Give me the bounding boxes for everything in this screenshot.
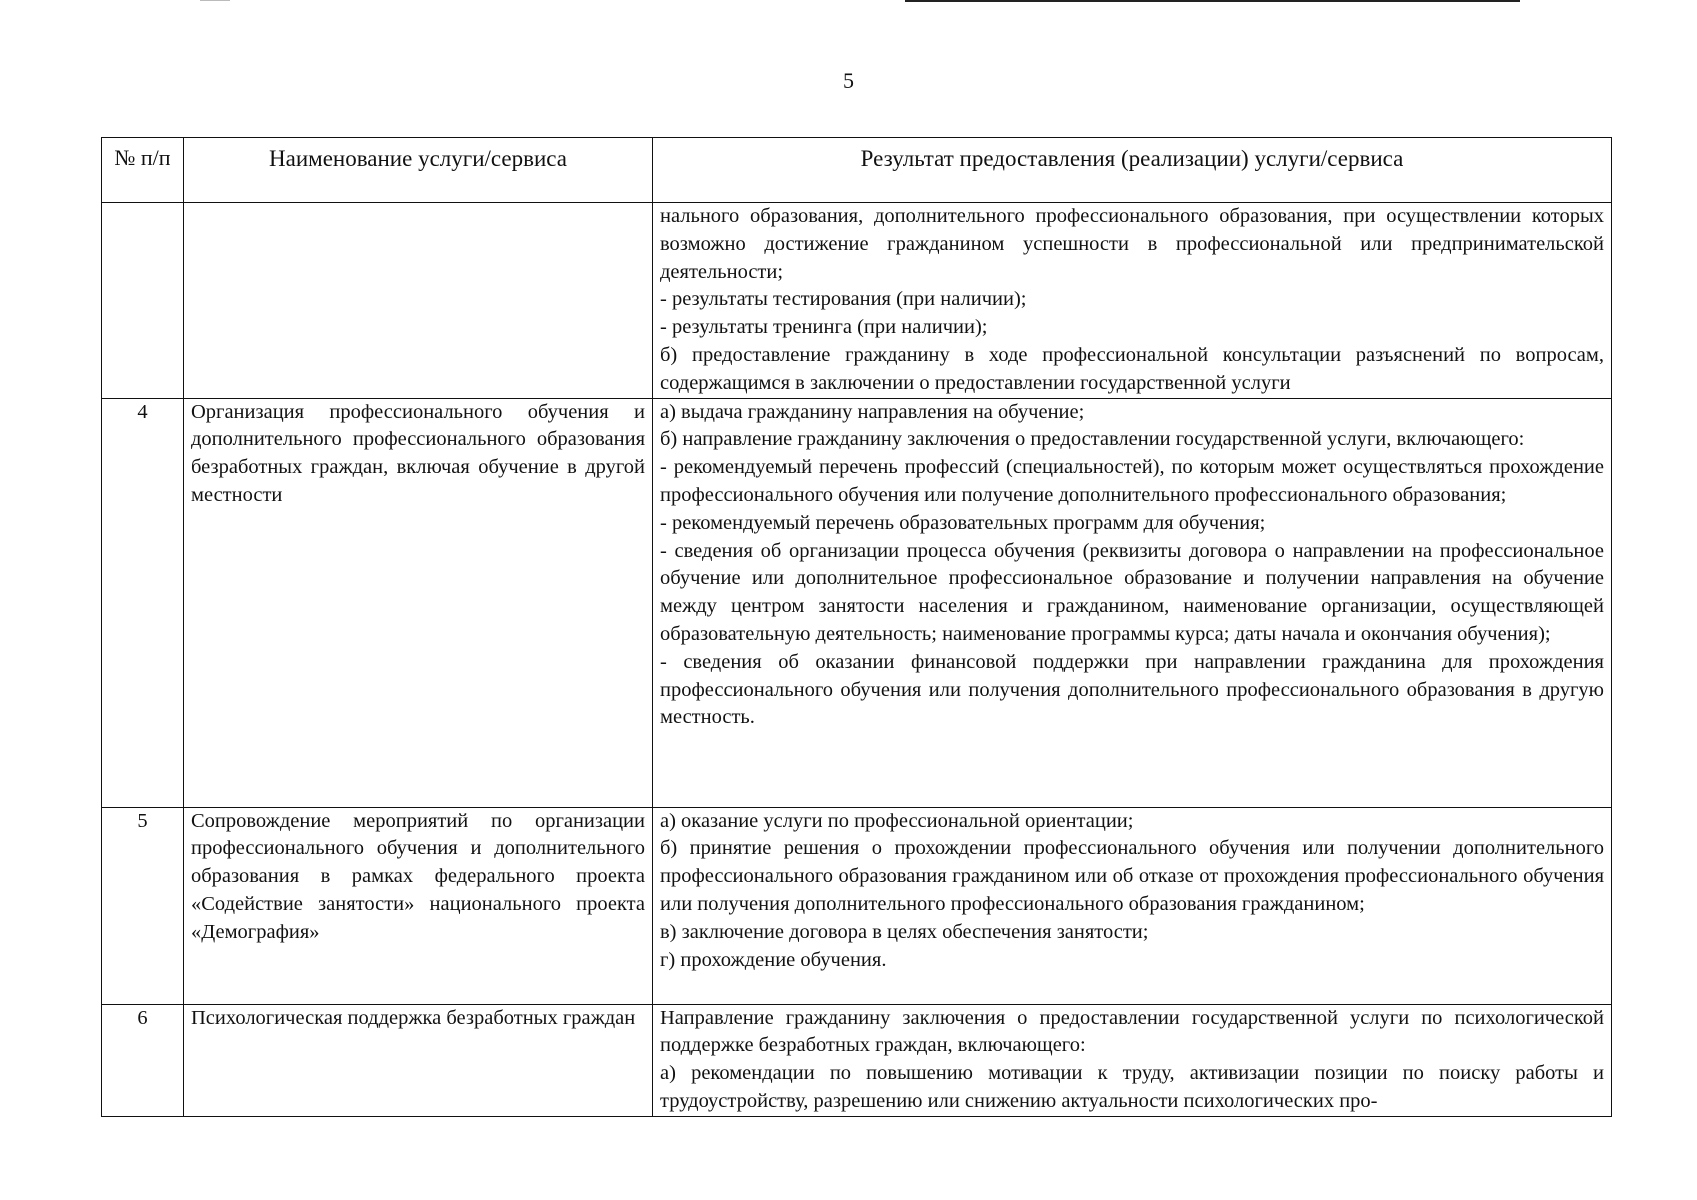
service-name: Сопровождение мероприятий по организации профессионального обучения и дополнительного образования в рамках федерального проекта «Содействие занятости» национального проекта «Демография» [184, 807, 653, 1004]
result-item: б) предоставление гражданину в ходе профессиональной консультации разъяснений по вопросам, содержащимся в заключении о предоставлении государственной услуги [660, 343, 1604, 394]
result-item: а) выдача гражданину направления на обучение; [660, 400, 1085, 423]
result-item: а) рекомендации по повышению мотивации к труду, активизации позиции по поиску работы и трудоустройству, разрешению или снижению актуальности психологических про- [660, 1062, 1604, 1112]
row-number: 5 [102, 807, 184, 1004]
result-clip [660, 1005, 1604, 1115]
service-result [653, 398, 1612, 807]
result-item: - результаты тестирования (при наличии); [660, 288, 1027, 311]
service-name: Организация профессионального обучения и дополнительного профессионального образования безработных граждан, включая обучение в другой местности [184, 398, 653, 807]
table-row [102, 398, 1612, 807]
row-number: 6 [102, 1004, 184, 1116]
result-item: б) принятие решения о прохождении профессионального обучения или получении дополнительного профессионального образования гражданином или об отказе от прохождения профессионального обучения или получения дополнительного профессионального образования гражданином; [660, 837, 1604, 915]
result-item: г) прохождение обучения. [660, 948, 887, 971]
result-item: - рекомендуемый перечень профессий (специальностей), по которым может осуществляться прохождение профессионального обучения или получение дополнительного профессионального образования; [660, 456, 1604, 506]
table-row [102, 203, 1612, 399]
result-item: - рекомендуемый перечень образовательных программ для обучения; [660, 511, 1266, 534]
header-num: № п/п [102, 138, 184, 203]
scan-artifact-line [905, 0, 1520, 2]
result-item: нального образования, дополнительного профессионального образования, при осуществлении которых возможно достижение гражданином успешности в профессиональной или предпринимательской деятельности; [660, 205, 1604, 283]
header-result: Результат предоставления (реализации) услуги/сервиса [653, 138, 1612, 203]
service-name: Психологическая поддержка безработных граждан [184, 1004, 653, 1116]
services-table [101, 137, 1612, 1117]
page-number: 5 [843, 68, 854, 93]
row-number: 4 [102, 398, 184, 807]
result-item: в) заключение договора в целях обеспечения занятости; [660, 920, 1149, 943]
result-item: а) оказание услуги по профессиональной ориентации; [660, 809, 1134, 832]
row-number [102, 203, 184, 399]
table-row [102, 807, 1612, 1004]
result-item: - сведения об организации процесса обучения (реквизиты договора о направлении на профессиональное обучение или дополнительное профессиональное образование и получении направления на обучение между центром занятости населения и гражданином, наименование организации, осуществляющей образовательную деятельность; наименование программы курса; даты начала и окончания обучения); [660, 539, 1604, 645]
result-item: - сведения об оказании финансовой поддержки при направлении гражданина для прохождения профессионального обучения или получения дополнительного профессионального образования в другую местность. [660, 650, 1604, 729]
result-item: Направление гражданину заключения о предоставлении государственной услуги по психологической поддержке безработных граждан, включающего: [660, 1006, 1604, 1057]
result-item: б) направление гражданину заключения о предоставлении государственной услуги, включающего: [660, 428, 1525, 451]
service-result [653, 807, 1612, 1004]
table-row [102, 1004, 1612, 1116]
result-item: - результаты тренинга (при наличии); [660, 316, 988, 339]
service-result [653, 203, 1612, 399]
table-header-row [102, 138, 1612, 203]
header-name: Наименование услуги/сервиса [184, 138, 653, 203]
scan-artifact-line [200, 0, 230, 1]
service-name [184, 203, 653, 399]
service-result [653, 1004, 1612, 1116]
